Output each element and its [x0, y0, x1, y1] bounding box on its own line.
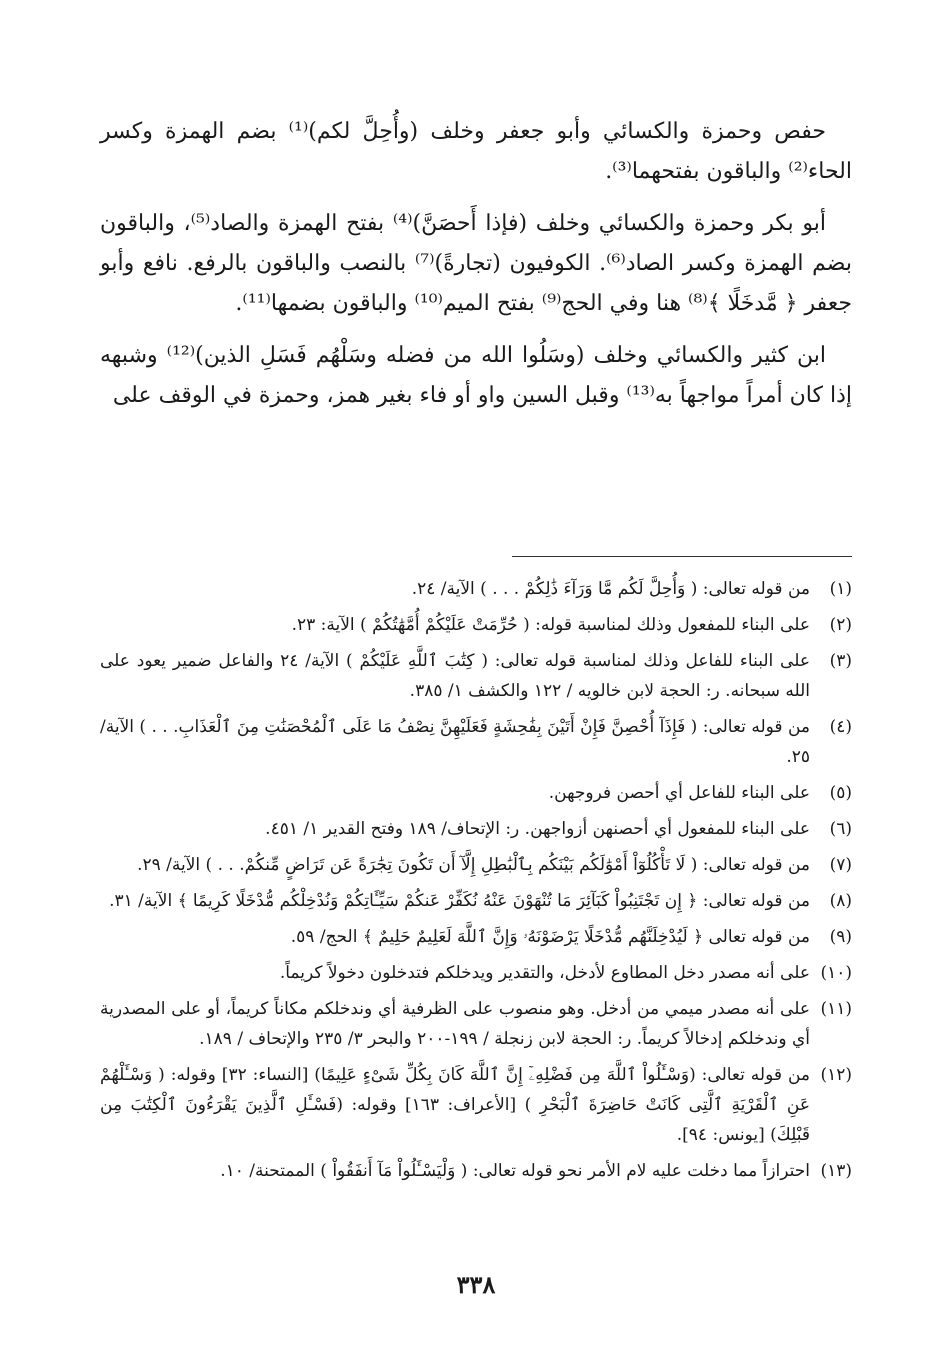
footnote-text: على البناء للفاعل وذلك لمناسبة قوله تعالى: ( كِتَٰبَ ٱللَّهِ عَلَيْكُمْ ) الآية/ ٢٤ والفاعل ضمير يعود على الله سبحانه. ر: الحجة لابن خالويه / ١٢٢ والكشف ١/ ٣٨٥. [100, 651, 810, 701]
footnote-separator [512, 556, 852, 557]
book-page [100, 112, 853, 1299]
footnote-12 [100, 1060, 852, 1150]
footnote-text: على البناء للمفعول وذلك لمناسبة قوله: ( حُرِّمَتْ عَلَيْكُمْ أُمَّهَٰتُكُمْ ) الآية: ٢٣. [291, 615, 810, 635]
footnote-2 [100, 610, 852, 640]
footnote-text: احترازاً مما دخلت عليه لام الأمر نحو قوله تعالى: ( وَلْيَسْـَٔلُواْ مَآ أَنفَقُواْ ) الممتحنة/ ١٠. [220, 1161, 810, 1181]
footnote-4 [100, 712, 852, 772]
footnote-7 [100, 850, 852, 880]
footnote-number: (٥) [829, 783, 852, 803]
footnotes-section [100, 574, 852, 1192]
footnote-number: (٢) [829, 615, 852, 635]
footnote-11 [100, 994, 852, 1054]
footnote-text: على أنه مصدر دخل المطاوع لأدخل، والتقدير ويدخلكم فتدخلون دخولاً كريماً. [279, 963, 810, 983]
footnote-10 [100, 958, 852, 988]
footnote-number: (١) [829, 579, 852, 599]
footnote-3 [100, 646, 852, 706]
body-paragraph-1: حفص وحمزة والكسائي وأبو جعفر وخلف (وأُحِلَّ لكم)⁽¹⁾ بضم الهمزة وكسر الحاء⁽²⁾ والباقون بفتحهما⁽³⁾. [100, 119, 852, 184]
footnote-number: (٣) [829, 651, 852, 671]
footnote-number: (٧) [829, 855, 852, 875]
footnote-number: (٨) [829, 891, 852, 911]
footnote-text: على البناء للفاعل أي أحصن فروجهن. [548, 783, 810, 803]
footnote-6 [100, 814, 852, 844]
footnote-9 [100, 922, 852, 952]
footnote-number: (٦) [829, 819, 852, 839]
footnote-number: (١٢) [820, 1065, 852, 1085]
footnote-text: من قوله تعالى: ( لَا تَأْكُلُوٓاْ أَمْوَٰلَكُم بَيْنَكُم بِٱلْبَٰطِلِ إِلَّآ أَن تَكُونَ تِجَٰرَةً عَن تَرَاضٍ مِّنكُمْ. . . ) الآية/ ٢٩. [137, 855, 810, 875]
footnote-text: من قوله تعالى: (وَسْـَٔلُواْ ٱللَّهَ مِن فَضْلِهِۦٓ إِنَّ ٱللَّهَ كَانَ بِكُلِّ شَىْءٍ عَلِيمًا) [النساء: ٣٢] وقوله: ( وَسْـَٔلْهُمْ عَنِ ٱلْقَرْيَةِ ٱلَّتِى كَانَتْ حَاضِرَةَ ٱلْبَحْرِ ) [الأعراف: ١٦٣] وقوله: (فَسْـَٔلِ ٱلَّذِينَ يَقْرَءُونَ ٱلْكِتَٰبَ مِن قَبْلِكَ) [يونس: ٩٤]. [100, 1065, 810, 1145]
footnote-number: (٤) [829, 717, 852, 737]
footnote-text: من قوله تعالى ﴿ لَيُدْخِلَنَّهُم مُّدْخَلًا يَرْضَوْنَهُۥ وَإِنَّ ٱللَّهَ لَعَلِيمٌ حَلِيمٌ ﴾ الحج/ ٥٩. [290, 927, 810, 947]
footnote-number: (١٣) [820, 1161, 852, 1181]
footnote-text: من قوله تعالى: ﴿ إِن تَجْتَنِبُواْ كَبَآئِرَ مَا تُنْهَوْنَ عَنْهُ نُكَفِّرْ عَنكُمْ سَيِّـَٔاتِكُمْ وَنُدْخِلْكُم مُّدْخَلًا كَرِيمًا ﴾ الآية/ ٣١. [109, 891, 810, 911]
footnote-number: (١٠) [820, 963, 852, 983]
footnote-1 [100, 574, 852, 604]
footnote-13 [100, 1156, 852, 1186]
page-number: ٣٣٨ [456, 1270, 496, 1299]
footnote-number: (٩) [829, 927, 852, 947]
body-paragraph-3: ابن كثير والكسائي وخلف (وسَلُوا الله من فضله وسَلْهُم فَسَلِ الذين)⁽¹²⁾ وشبهه إذا كان أمراً مواجهاً به⁽¹³⁾ وقبل السين واو أو فاء بغير همز، وحمزة في الوقف على [100, 343, 852, 408]
footnote-5 [100, 778, 852, 808]
footnote-text: من قوله تعالى: ( فَإِذَآ أُحْصِنَّ فَإِنْ أَتَيْنَ بِفَٰحِشَةٍ فَعَلَيْهِنَّ نِصْفُ مَا عَلَى ٱلْمُحْصَنَٰتِ مِنَ ٱلْعَذَابِ. . . ) الآية/ ٢٥. [100, 717, 810, 767]
footnote-8 [100, 886, 852, 916]
body-paragraph-2: أبو بكر وحمزة والكسائي وخلف (فإذا أَحصَنَّ)⁽⁴⁾ بفتح الهمزة والصاد⁽⁵⁾، والباقون بضم الهمزة وكسر الصاد⁽⁶⁾. الكوفيون (تجارةً)⁽⁷⁾ بالنصب والباقون بالرفع. نافع وأبو جعفر ﴿ مَّدخَلًا ﴾⁽⁸⁾ هنا وفي الحج⁽⁹⁾ بفتح الميم⁽¹⁰⁾ والباقون بضمها⁽¹¹⁾. [100, 211, 853, 316]
footnote-text: على أنه مصدر ميمي من أدخل. وهو منصوب على الظرفية أي وندخلكم مكاناً كريماً، أو على المصدرية أي وندخلكم إدخالاً كريماً. ر: الحجة لابن زنجلة / ١٩٩-٢٠٠ والبحر ٣/ ٢٣٥ والإتحاف / ١٨٩. [100, 999, 810, 1049]
footnote-text: من قوله تعالى: ( وَأُحِلَّ لَكُم مَّا وَرَآءَ ذَٰلِكُمْ . . . ) الآية/ ٢٤. [411, 579, 810, 599]
footnote-number: (١١) [820, 999, 852, 1019]
footnote-text: على البناء للمفعول أي أحصنهن أزواجهن. ر: الإتحاف/ ١٨٩ وفتح القدير ١/ ٤٥١. [265, 819, 810, 839]
